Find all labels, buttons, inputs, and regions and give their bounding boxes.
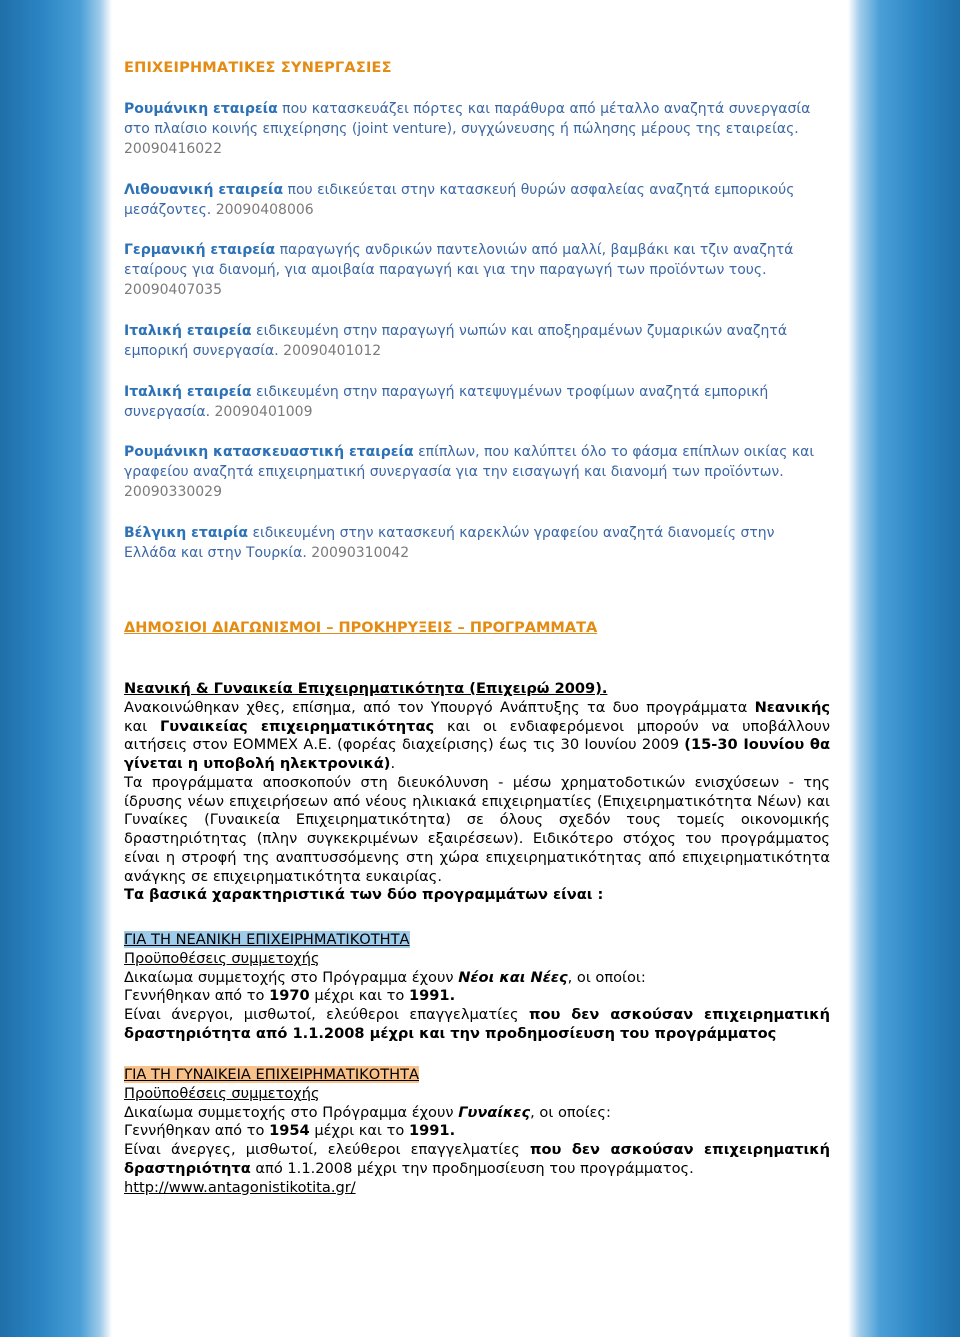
text-span: Είναι άνεργοι, μισθωτοί, ελεύθεροι επαγγελματίες: [124, 1006, 529, 1023]
ad-item-3: [124, 240, 830, 300]
ad-item-5: [124, 382, 830, 422]
ad-text: ειδικευμένη στην παραγωγή κατεψυγμένων τροφίμων αναζητά εμπορική συνεργασία.: [124, 384, 769, 420]
text-span: .: [390, 755, 396, 772]
program-heading: Νεανική & Γυναικεία Επιχειρηματικότητα (Επιχειρώ 2009).: [124, 680, 608, 697]
program-block: [124, 680, 830, 905]
text-span: από 1.1.2008 μέχρι την προδημοσίευση του προγράμματος.: [250, 1159, 694, 1177]
text-span: και: [124, 717, 160, 735]
ad-item-6: [124, 442, 830, 502]
ad-item-2: [124, 180, 830, 220]
text-span: Είναι άνεργες, μισθωτοί, ελεύθεροι επαγγελματίες: [124, 1141, 530, 1158]
text-span: 1991.: [408, 987, 456, 1005]
program-paragraph-2: Τα προγράμματα αποσκοπούν στη διευκόλυνση - μέσω χρηματοδοτικών ενισχύσεων - της ίδρυσης νέων επιχειρήσεων από νέους ηλικιακά επιχειρηματίες (Επιχειρηματικότητα Νέων) και Γυναίκες (Γυναικεία Επιχειρηματικότητα) σε όλους σχεδόν τους τομείς οικονομικής δραστηριότητας (πλην συγκεκριμένων εξαιρέσεων). Ειδικότερο στόχος του προγράμματος είναι η στροφή της αναπτυσσόμενης στη χώρα επιχειρηματικότητας από επιχειρηματικότητα ανάγκης σε επιχειρηματικότητα ευκαιρίας.: [124, 773, 830, 885]
ad-lead: Ρουμάνικη κατασκευαστική εταιρεία: [124, 444, 414, 460]
ad-code: 20090401012: [283, 343, 382, 359]
ad-code: 20090407035: [124, 282, 222, 298]
text-span: Γεννήθηκαν από το: [124, 987, 270, 1005]
ad-item-7: [124, 523, 830, 563]
ad-lead: Ιταλική εταιρεία: [124, 323, 252, 339]
text-span: Ανακοινώθηκαν χθες, επίσημα, από τον Υπουργό Ανάπτυξης τα δυο προγράμματα: [124, 698, 755, 716]
ad-item-1: [124, 99, 830, 159]
text-span: Νέοι και Νέες: [458, 968, 568, 986]
youth-block: [124, 931, 830, 1044]
text-span: Δικαίωμα συμμετοχής στο Πρόγραμμα έχουν: [124, 968, 459, 986]
text-span: Γυναίκες: [458, 1103, 531, 1121]
ad-text: παραγωγής ανδρικών παντελονιών από μαλλί, βαμβάκι και τζιν αναζητά εταίρους για διανομή, για αμοιβαία παραγωγή και για την παραγωγή των προϊόντων τους.: [124, 242, 794, 278]
ad-text: επίπλων, που καλύπτει όλο το φάσμα επίπλων οικίας και γραφείου αναζητά επιχειρηματική συνεργασία για την εισαγωγή και διανομή των προϊόντων.: [124, 444, 815, 480]
ad-text: ειδικευμένη στην κατασκευή καρεκλών γραφείου αναζητά διανομείς στην Ελλάδα και στην Τουρκία.: [124, 525, 775, 561]
program-paragraph-3: Τα βασικά χαρακτηριστικά των δύο προγραμμάτων είναι :: [124, 886, 604, 904]
text-span: Νεανικής: [754, 698, 830, 716]
text-span: 1970: [269, 987, 310, 1005]
text-span: 1954: [269, 1122, 310, 1140]
text-span: Δικαίωμα συμμετοχής στο Πρόγραμμα έχουν: [124, 1103, 459, 1121]
youth-line-3: [124, 1006, 830, 1044]
section-title-business-cooperation: ΕΠΙΧΕΙΡΗΜΑΤΙΚΕΣ ΣΥΝΕΡΓΑΣΙΕΣ: [124, 60, 392, 76]
women-line-3: [124, 1141, 830, 1179]
text-span: Γεννήθηκαν από το: [124, 1122, 270, 1140]
ad-lead: Ιταλική εταιρεία: [124, 384, 252, 400]
ad-item-4: [124, 321, 830, 361]
ad-lead: Ρουμάνικη εταιρεία: [124, 101, 278, 117]
section-title-tenders: ΔΗΜΟΣΙΟΙ ΔΙΑΓΩΝΙΣΜΟΙ – ΠΡΟΚΗΡΥΞΕΙΣ – ΠΡΟΓΡΑΜΜΑΤΑ: [124, 620, 598, 636]
ad-text: που κατασκευάζει πόρτες και παράθυρα από μέταλλο αναζητά συνεργασία στο πλαίσιο κοινής επιχείρησης (joint venture), συγχώνευσης ή πώλησης μέρους της εταιρείας.: [124, 101, 811, 137]
women-prereq: Προϋποθέσεις συμμετοχής: [124, 1084, 320, 1102]
women-line-2: [124, 1122, 830, 1141]
youth-prereq: Προϋποθέσεις συμμετοχής: [124, 949, 320, 967]
women-line-1: [124, 1104, 830, 1123]
text-span: 1991.: [408, 1122, 456, 1140]
women-block: [124, 1066, 830, 1197]
ad-lead: Γερμανική εταιρεία: [124, 242, 276, 258]
ad-lead: Λιθουανική εταιρεία: [124, 182, 284, 198]
text-span: μέχρι και το: [309, 987, 409, 1005]
program-link[interactable]: http://www.antagonistikotita.gr/: [124, 1178, 356, 1196]
text-span: μέχρι και το: [309, 1122, 409, 1140]
ad-code: 20090416022: [124, 141, 222, 157]
women-title: ΓΙΑ ΤΗ ΓΥΝΑΙΚΕΙΑ ΕΠΙΧΕΙΡΗΜΑΤΙΚΟΤΗΤΑ: [124, 1066, 419, 1083]
ad-code: 20090330029: [124, 484, 222, 500]
text-span: , οι οποίοι:: [567, 968, 646, 986]
text-span: που δεν ασκούσαν επιχειρηματική δραστηριότητα από 1.1.2008 μέχρι και την προδημοσίευση του προγράμματος: [124, 1006, 830, 1042]
program-paragraph-1: [124, 699, 830, 774]
ad-code: 20090408006: [215, 202, 314, 218]
youth-line-1: [124, 969, 830, 988]
youth-line-2: [124, 987, 830, 1006]
youth-title: ΓΙΑ ΤΗ ΝΕΑΝΙΚΗ ΕΠΙΧΕΙΡΗΜΑΤΙΚΟΤΗΤΑ: [124, 931, 410, 948]
text-span: Γυναικείας επιχειρηματικότητας: [159, 717, 435, 735]
text-span: που δεν ασκούσαν επιχειρηματική δραστηριότητα: [124, 1141, 830, 1177]
ad-text: ειδικευμένη στην παραγωγή νωπών και αποξηραμένων ζυμαρικών αναζητά εμπορική συνεργασία.: [124, 323, 788, 359]
text-span: , οι οποίες:: [530, 1103, 611, 1121]
text-span: και οι ενδιαφερόμενοι μπορούν να υποβάλλουν αιτήσεις στον ΕΟΜΜΕΧ Α.Ε. (φορέας διαχείρισης) έως τις 30 Ιουνίου 2009: [124, 717, 830, 754]
ad-lead: Βέλγικη εταιρία: [124, 525, 248, 541]
text-span: (15-30 Ιουνίου θα γίνεται η υποβολή ηλεκτρονικά): [124, 736, 830, 772]
ad-text: που ειδικεύεται στην κατασκευή θυρών ασφαλείας αναζητά εμπορικούς μεσάζοντες.: [124, 182, 795, 218]
ad-code: 20090401009: [214, 404, 313, 420]
ad-code: 20090310042: [311, 545, 410, 561]
